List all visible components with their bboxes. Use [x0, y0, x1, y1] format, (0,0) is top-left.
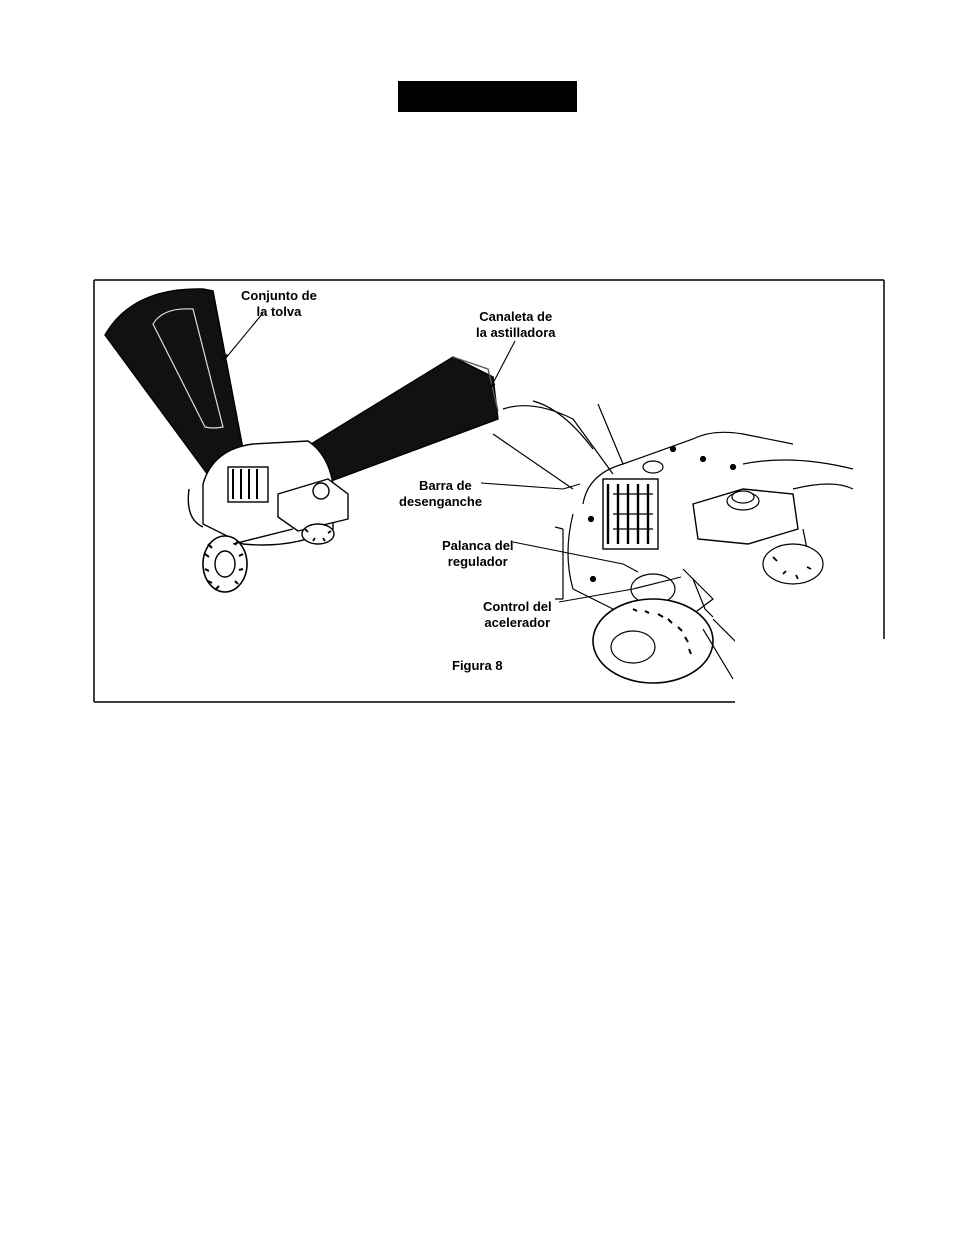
label-chute-line2: la astilladora — [476, 325, 556, 340]
label-throttle-line1: Control del — [483, 599, 552, 614]
hopper-shape — [105, 289, 243, 479]
label-choke-line2: regulador — [447, 554, 508, 569]
engine-detail-view — [493, 401, 885, 703]
chipper-illustration — [93, 279, 885, 703]
label-chipper-chute — [476, 309, 555, 341]
label-choke-lever — [442, 538, 514, 570]
label-throttle-control — [483, 599, 552, 631]
label-choke-line1: Palanca del — [442, 538, 514, 553]
label-release-line2: desenganche — [399, 494, 483, 509]
label-hopper-line1: Conjunto de — [241, 288, 317, 303]
chipper-full-view — [105, 289, 498, 592]
figure-caption: Figura 8 — [452, 658, 503, 673]
label-throttle-line2: acelerador — [484, 615, 551, 630]
header-bar — [398, 81, 577, 112]
label-release-line1: Barra de — [419, 478, 472, 493]
label-release-bar — [399, 478, 482, 510]
label-hopper-line2: la tolva — [256, 304, 302, 319]
label-chute-line1: Canaleta de — [479, 309, 553, 324]
label-hopper-assembly — [241, 288, 317, 320]
figure-8 — [93, 279, 885, 703]
chute-shape — [303, 357, 498, 484]
